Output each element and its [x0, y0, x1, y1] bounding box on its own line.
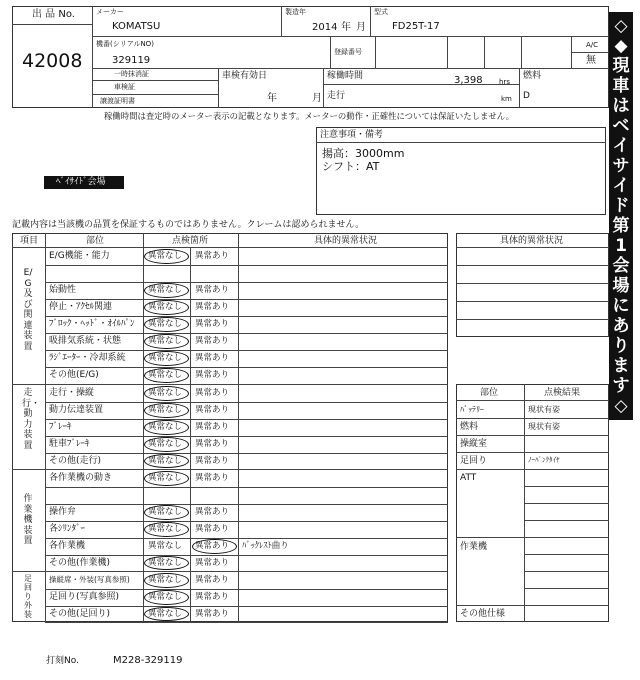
row-part-0: E/G機能・能力: [49, 251, 110, 261]
row-ok-0[interactable]: 異常なし: [148, 251, 183, 261]
year-unit: 年: [341, 22, 351, 33]
result-part-1: 燃料: [460, 422, 479, 432]
result-value-0: 現状有姿: [528, 405, 560, 414]
venue-badge: ﾍﾞｲｻｲﾄﾞ会場: [44, 176, 124, 189]
stamp-value: M228-329119: [113, 655, 183, 666]
permit-1: 一時抹消証: [114, 70, 149, 78]
row-ok-8[interactable]: 異常なし: [148, 388, 183, 398]
row-ok-3[interactable]: 異常なし: [148, 302, 183, 312]
ok-mark-circle: [144, 334, 189, 349]
km-unit: km: [501, 95, 512, 103]
ac-label: A/C: [586, 41, 599, 49]
row-ok-10[interactable]: 異常なし: [148, 422, 183, 432]
group-under-label: 足回り外装: [24, 574, 32, 619]
row-ok-7[interactable]: 異常なし: [148, 370, 183, 380]
ok-mark-circle: [144, 607, 189, 621]
result-value-3: ﾉｰﾊﾟﾝｸﾀｲﾔ: [528, 456, 560, 464]
row-ng-13[interactable]: 異常あり: [195, 473, 230, 483]
row-ng-12[interactable]: 異常あり: [195, 456, 230, 466]
stamp-label: 打刻No.: [46, 656, 79, 666]
ng-mark-circle: [192, 539, 237, 554]
result-part-5: 作業機: [460, 542, 488, 552]
col-check: 点検箇所: [172, 236, 209, 246]
ok-mark-circle: [144, 556, 189, 570]
row-ng-0[interactable]: 異常あり: [195, 251, 230, 261]
row-part-16: 各ｼﾘﾝﾀﾞｰ: [49, 524, 86, 534]
row-ok-6[interactable]: 異常なし: [148, 353, 183, 363]
ok-mark-circle: [144, 522, 189, 537]
row-ok-21[interactable]: 異常なし: [148, 609, 183, 619]
maker: KOMATSU: [112, 21, 161, 32]
serial: 329119: [112, 55, 151, 66]
group-under: [22, 574, 34, 619]
col-detail: 具体的異常状況: [314, 236, 378, 246]
inspection-year-unit: 年: [267, 93, 277, 104]
row-part-3: 停止・ｱｸｾﾙ関連: [49, 302, 113, 312]
row-ok-4[interactable]: 異常なし: [148, 319, 183, 329]
fuel-label: 燃料: [523, 71, 542, 81]
lot-no-label: 出 品 No.: [32, 9, 75, 20]
row-part-15: 操作弁: [49, 507, 77, 517]
row-ng-6[interactable]: 異常あり: [195, 353, 230, 363]
permit-3: 譲渡証明書: [100, 97, 135, 105]
maker-label: メーカー: [96, 8, 124, 16]
row-ng-15[interactable]: 異常あり: [195, 507, 230, 517]
ok-mark-circle: [144, 403, 189, 418]
row-ng-5[interactable]: 異常あり: [195, 336, 230, 346]
ok-mark-circle: [144, 454, 189, 468]
row-ok-5[interactable]: 異常なし: [148, 336, 183, 346]
row-part-13: 各作業機の動き: [49, 473, 113, 483]
ok-mark-circle: [144, 573, 189, 588]
note-line-1: 揚高：3000mm: [322, 147, 405, 160]
result-col-part: 部位: [480, 388, 499, 398]
row-ok-12[interactable]: 異常なし: [148, 456, 183, 466]
row-ng-9[interactable]: 異常あり: [195, 405, 230, 415]
result-part-0: ﾊﾞｯﾃﾘｰ: [460, 405, 484, 414]
ok-mark-circle: [144, 283, 189, 298]
row-ng-7[interactable]: 異常あり: [195, 370, 230, 380]
row-part-9: 動力伝達装置: [49, 405, 104, 415]
result-part-3: 足回り: [460, 456, 488, 466]
row-part-12: その他(走行): [49, 456, 102, 466]
row-part-7: その他(E/G): [49, 370, 99, 380]
row-ok-19[interactable]: 異常なし: [148, 575, 183, 585]
row-ng-2[interactable]: 異常あり: [195, 285, 230, 295]
hours-label: 稼働時間: [327, 71, 364, 81]
col-part: 部位: [86, 236, 105, 246]
detail-box: [456, 233, 609, 337]
right-detail-header: 具体的異常状況: [500, 236, 564, 246]
row-ok-15[interactable]: 異常なし: [148, 507, 183, 517]
row-ok-13[interactable]: 異常なし: [148, 473, 183, 483]
row-part-11: 駐車ﾌﾞﾚｰｷ: [49, 439, 90, 449]
row-ng-20[interactable]: 異常あり: [195, 592, 230, 602]
ok-mark-circle: [144, 471, 189, 486]
row-ok-20[interactable]: 異常なし: [148, 592, 183, 602]
row-ok-9[interactable]: 異常なし: [148, 405, 183, 415]
mileage-label: 走行: [327, 91, 346, 101]
permit-2: 車検証: [114, 83, 135, 91]
row-part-19: 操縦席・外装(写真参照): [49, 575, 130, 584]
reg-label: 登録番号: [334, 48, 362, 56]
note-line-2: シフト：AT: [322, 160, 380, 173]
ok-mark-circle: [144, 505, 189, 520]
row-ng-10[interactable]: 異常あり: [195, 422, 230, 432]
col-item: 項目: [20, 236, 39, 246]
hours-unit: hrs: [499, 78, 510, 86]
row-part-10: ﾌﾞﾚｰｷ: [49, 422, 72, 432]
result-part-6: その他仕様: [460, 609, 506, 619]
result-col-result: 点検結果: [544, 388, 581, 398]
fuel-value: D: [523, 91, 530, 101]
ok-mark-circle: [144, 300, 189, 315]
row-part-17: 各作業機: [49, 541, 86, 551]
row-part-20: 足回り(写真参照): [49, 592, 120, 602]
row-ok-11[interactable]: 異常なし: [148, 439, 183, 449]
model-label: 型式: [374, 8, 388, 16]
row-detail-17: ﾊﾞｯｸﾚｽﾄ曲り: [242, 541, 289, 551]
row-ng-17[interactable]: 異常あり: [195, 541, 230, 551]
row-part-6: ﾗｼﾞｴｰﾀｰ・冷却系統: [49, 353, 126, 363]
row-part-4: ﾌﾞﾛｯｸ・ﾍｯﾄﾞ・ｵｲﾙﾊﾟﾝ: [49, 319, 135, 329]
month-unit: 月: [356, 22, 366, 33]
banner-text: ◇◆現車はベイサイド第1会場にあります◇◆: [612, 16, 630, 436]
hours-value: 3,398: [454, 75, 483, 86]
year: 2014: [312, 22, 338, 33]
notes-label: 注意事項・備考: [320, 130, 384, 140]
result-part-2: 操縦室: [460, 439, 488, 449]
model: FD25T-17: [392, 21, 440, 32]
ok-mark-circle: [144, 317, 189, 332]
group-eg: [22, 268, 34, 352]
ok-mark-circle: [144, 368, 189, 383]
ok-mark-circle: [144, 437, 189, 452]
quality-note: 記載内容は当該機の品質を保証するものではありません。クレームは認められません。: [12, 220, 365, 230]
result-value-1: 現状有姿: [528, 422, 560, 431]
row-part-2: 始動性: [49, 285, 77, 295]
row-ng-11[interactable]: 異常あり: [195, 439, 230, 449]
row-ok-18[interactable]: 異常なし: [148, 558, 183, 568]
lot-no: 42008: [22, 50, 83, 72]
row-ng-4[interactable]: 異常あり: [195, 319, 230, 329]
ok-mark-circle: [144, 249, 189, 264]
location-banner: [609, 12, 633, 436]
inspection-label: 車検有効日: [222, 71, 268, 81]
group-work: [22, 494, 34, 547]
group-eg-label: E/G及び関連装置: [23, 268, 33, 352]
inspection-month-unit: 月: [312, 93, 322, 104]
row-part-5: 吸排気系統・状態: [49, 336, 122, 346]
ok-mark-circle: [144, 386, 189, 401]
row-part-8: 走行・操縦: [49, 388, 95, 398]
ac-value: 無: [586, 55, 596, 66]
ok-mark-circle: [144, 590, 189, 605]
row-ng-21[interactable]: 異常あり: [195, 609, 230, 619]
row-ng-3[interactable]: 異常あり: [195, 302, 230, 312]
row-part-21: その他(足回り): [49, 609, 111, 619]
year-label: 製造年: [285, 8, 306, 16]
ok-mark-circle: [144, 351, 189, 366]
group-work-label: 作業機装置: [23, 494, 33, 546]
ok-mark-circle: [144, 420, 189, 435]
group-drive-label: 走行・動力装置: [22, 388, 41, 451]
result-part-4: ATT: [460, 473, 477, 483]
row-ng-8[interactable]: 異常あり: [195, 388, 230, 398]
row-ok-17[interactable]: 異常なし: [148, 541, 183, 551]
serial-label: 機番(シリアルNO): [96, 40, 154, 48]
row-part-18: その他(作業機): [49, 558, 111, 568]
hours-note: 稼働時間は査定時のメーター表示の記載となります。メーターの動作・正確性については保証いたしません。: [104, 111, 515, 121]
row-ng-16[interactable]: 異常あり: [195, 524, 230, 534]
row-ng-18[interactable]: 異常あり: [195, 558, 230, 568]
row-ok-2[interactable]: 異常なし: [148, 285, 183, 295]
row-ng-19[interactable]: 異常あり: [195, 575, 230, 585]
row-ok-16[interactable]: 異常なし: [148, 524, 183, 534]
group-drive: [22, 388, 41, 451]
